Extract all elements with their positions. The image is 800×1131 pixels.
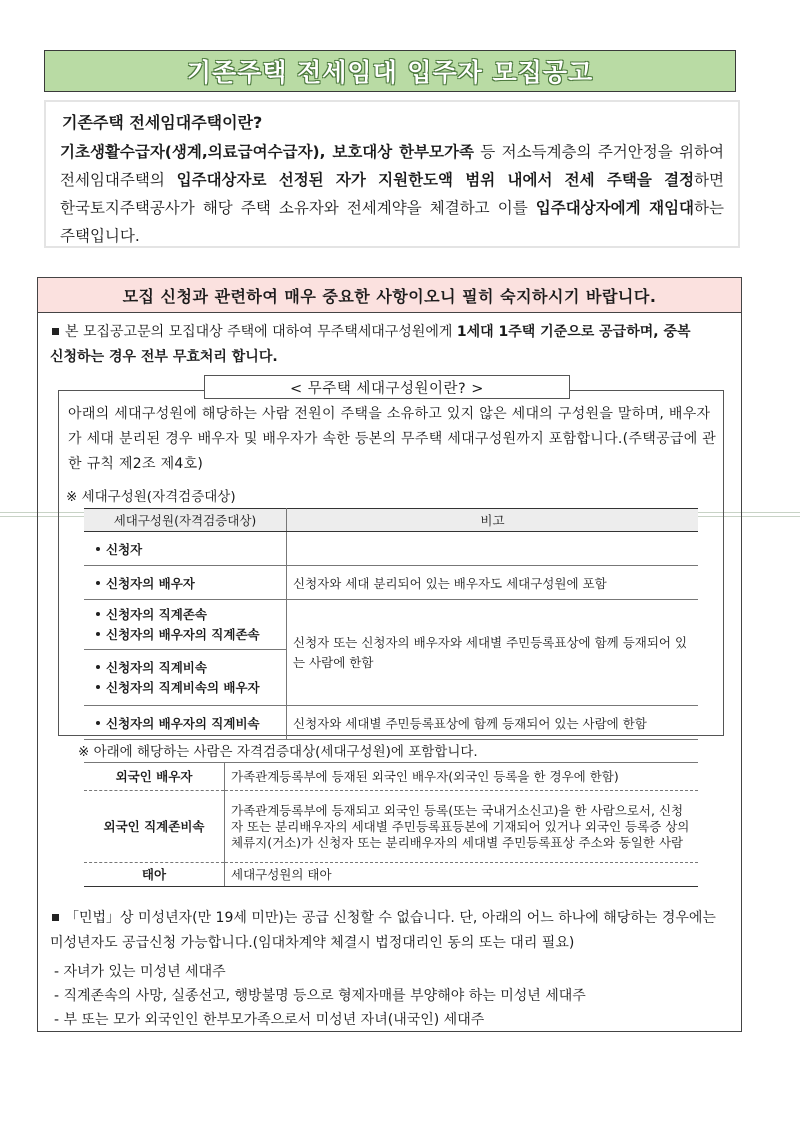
bullet-dot-icon: [96, 581, 100, 585]
intro-seg-4: 입주대상자에게 재임대: [535, 199, 695, 217]
table-header-row: [84, 509, 698, 532]
intro-heading: 기존주택 전세임대주택이란?: [62, 113, 263, 132]
intro-seg-3: 하면 한국토지주택공사가 해당 주택 소유자와 전세계약을 체결하고 이를: [60, 171, 724, 217]
bullet-dot-icon: [96, 721, 100, 725]
table-row: [84, 566, 698, 600]
extra-text: 가족관계등록부에 등재된 외국인 배우자(외국인 등록을 한 경우에 한함): [225, 763, 699, 791]
extra-label: 태아: [84, 863, 225, 887]
table-cell-remark: 신청자와 세대 분리되어 있는 배우자도 세대구성원에 포함: [287, 566, 699, 600]
extra-label: 외국인 배우자: [84, 763, 225, 791]
intro-box: [44, 100, 740, 248]
table-row: [84, 863, 698, 887]
list-item: - 자녀가 있는 미성년 세대주: [54, 964, 226, 980]
bullet-dot-icon: [96, 632, 100, 636]
intro-seg-5: 하는 주택입니다.: [60, 199, 724, 245]
table-cell-members: 신청자: [84, 532, 287, 566]
intro-seg-2: 입주대상자로 선정된 자가 지원한도액 범위 내에서 전세 주택을 결정: [176, 171, 695, 189]
table-row: [84, 600, 698, 650]
definition-box-label: < 무주택 세대구성원이란? >: [204, 375, 570, 399]
included-persons-table: [84, 762, 698, 887]
bullet-dot-icon: [96, 612, 100, 616]
table-cell-members: 신청자의 직계비속 신청자의 직계비속의 배우자: [84, 650, 287, 706]
table-row: [84, 706, 698, 740]
extra-label: 외국인 직계존비속: [84, 791, 225, 863]
table-row: [84, 763, 698, 791]
notice-box: [37, 277, 742, 1032]
square-bullet-icon: [52, 914, 59, 921]
extra-text: 가족관계등록부에 등재되고 외국인 등록(또는 국내거소신고)을 한 사람으로서, 신청자 또는 분리배우자의 세대별 주민등록표등본에 기재되어 있거나 외국인 등록증 상의 체류지(거소)가 신청자 또는 분리배우자의 세대별 주민등록표상 주소와 동일한 사람: [225, 791, 699, 863]
list-item: - 부 또는 모가 외국인인 한부모가족으로서 미성년 자녀(내국인) 세대주: [54, 1012, 485, 1028]
bullet-dot-icon: [96, 685, 100, 689]
table-cell-remark: 신청자와 세대별 주민등록표상에 함께 등재되어 있는 사람에 한함: [287, 706, 699, 740]
intro-seg-1: 등 저소득계층의 주거안정을 위하여 전세임대주택의: [60, 143, 724, 189]
page-title: 기존주택 전세임대 입주자 모집공고: [186, 58, 594, 87]
table-row: [84, 532, 698, 566]
square-bullet-icon: [52, 328, 59, 335]
table-header-members: 세대구성원(자격검증대상): [84, 509, 287, 532]
table-row: [84, 791, 698, 863]
table-header-remark: 비고: [287, 509, 699, 532]
para1-plain: 본 모집공고문의 모집대상 주택에 대하여 무주택세대구성원에게: [65, 324, 457, 340]
notice-header: 모집 신청과 관련하여 매우 중요한 사항이오니 필히 숙지하시기 바랍니다.: [38, 278, 741, 313]
notice-para-1: [50, 320, 734, 370]
list-item: - 직계존속의 사망, 실종선고, 행방불명 등으로 형제자매를 부양해야 하는 미성년 세대주: [54, 988, 586, 1004]
bullet-dot-icon: [96, 665, 100, 669]
title-banner: [44, 50, 736, 92]
bullet-dot-icon: [96, 547, 100, 551]
intro-body: [60, 138, 724, 250]
para2-text: 「민법」상 미성년자(만 19세 미만)는 공급 신청할 수 없습니다. 단, 아래의 어느 하나에 해당하는 경우에는 미성년자도 공급신청 가능합니다.(임대차계약 체결시 법정대리인 동의 또는 대리 필요): [50, 910, 716, 951]
notice-para-2: [50, 906, 734, 956]
table-cell-remark: [287, 532, 699, 566]
household-members-table: [84, 508, 698, 740]
table-cell-members: 신청자의 배우자: [84, 566, 287, 600]
household-note: ※ 세대구성원(자격검증대상): [66, 489, 236, 505]
extra-text: 세대구성원의 태아: [225, 863, 699, 887]
included-note: ※ 아래에 해당하는 사람은 자격검증대상(세대구성원)에 포함합니다.: [78, 744, 478, 760]
table-cell-members: 신청자의 배우자의 직계비속: [84, 706, 287, 740]
table-cell-members: 신청자의 직계존속 신청자의 배우자의 직계존속: [84, 600, 287, 650]
table-cell-merged-remark: 신청자 또는 신청자의 배우자와 세대별 주민등록표상에 함께 등재되어 있는 사람에 한함: [287, 600, 699, 706]
para1-bold: 1세대 1주택 기준으로 공급하며, 중복 신청하는 경우 전부 무효처리 합니다.: [50, 324, 691, 365]
definition-text: 아래의 세대구성원에 해당하는 사람 전원이 주택을 소유하고 있지 않은 세대의 구성원을 말하며, 배우자가 세대 분리된 경우 배우자 및 배우자가 속한 등본의 무주택 세대구성원까지 포함합니다.(주택공급에 관한 규칙 제2조 제4호): [68, 406, 717, 472]
intro-seg-0: 기초생활수급자(생계,의료급여수급자), 보호대상 한부모가족: [60, 143, 474, 161]
